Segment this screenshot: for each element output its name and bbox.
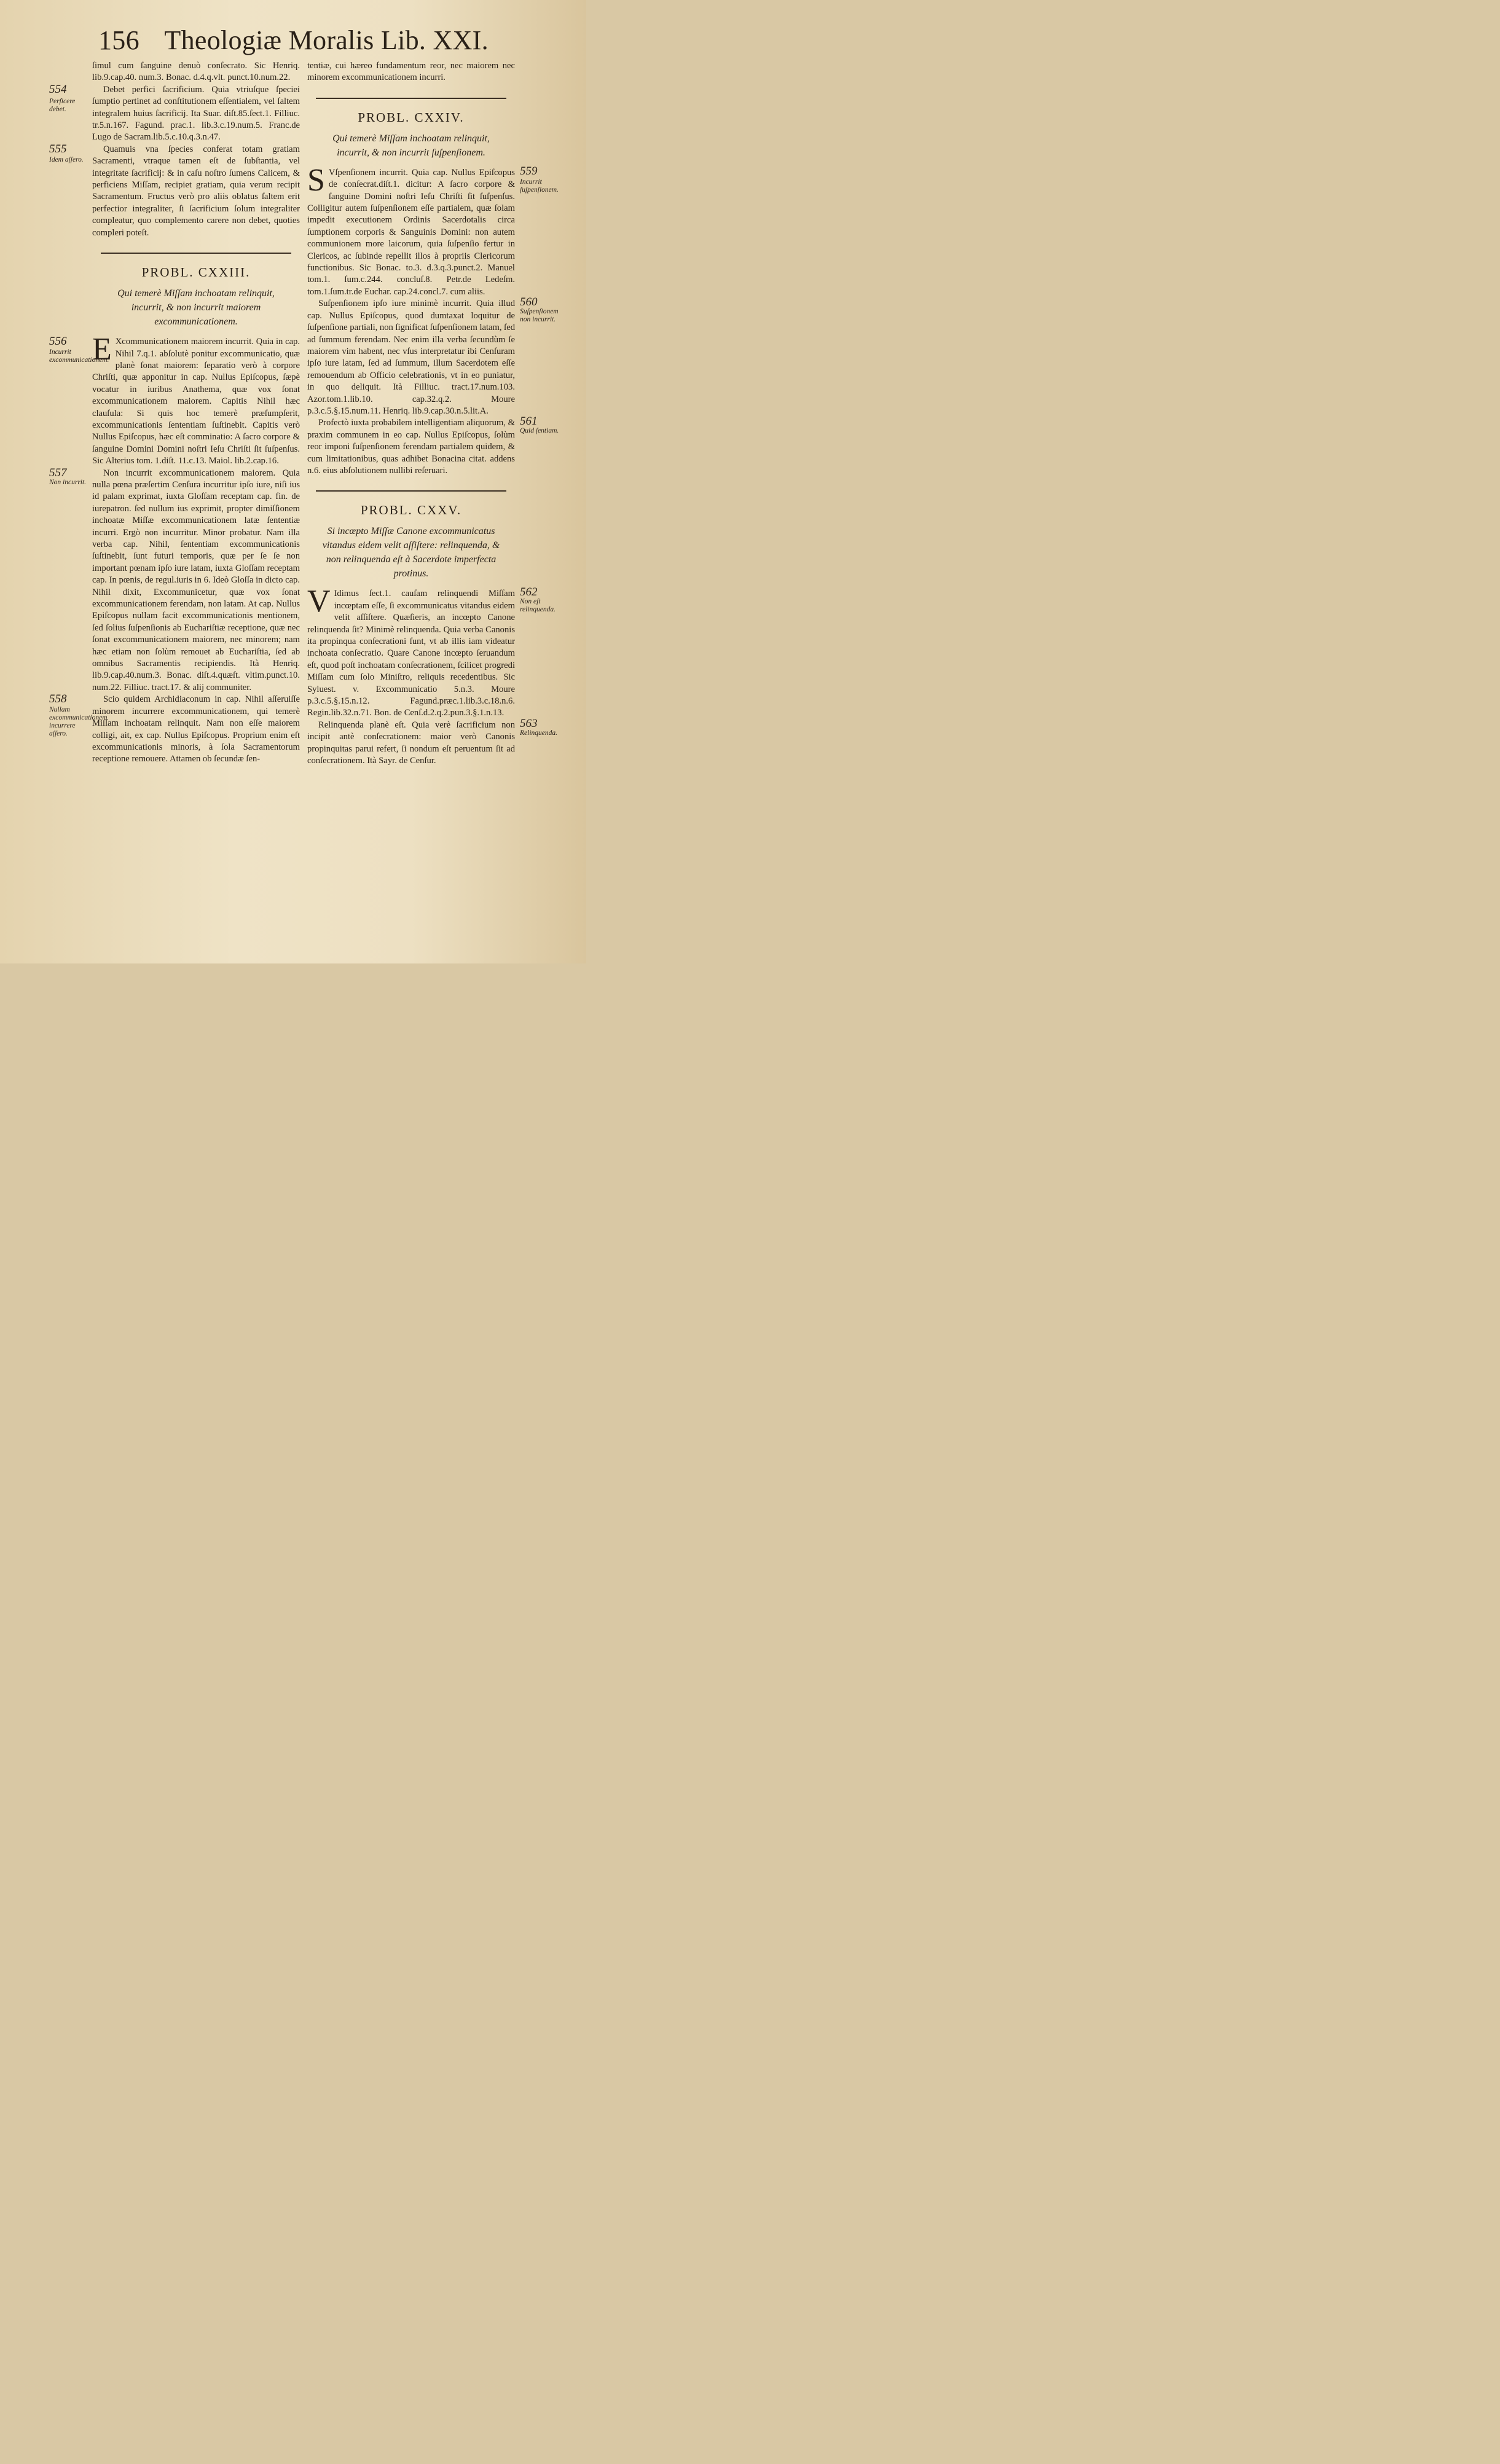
paragraph-text: tentiæ, cui hæreo fundamentum reor, nec maiorem nec minorem excommunicationem incurri. [307, 61, 515, 83]
left-column [49, 60, 300, 766]
paragraph-563 [307, 716, 557, 767]
problem-heading: PROBL. CXXIV. [358, 109, 465, 125]
drop-cap: V [307, 584, 331, 619]
paragraph-body: Vſpenſionem incurrit. Quia cap. Nullus Epiſcopus de conſecrat.diſt.1. dicitur: A ſacro corpore & ſanguine Domini noſtri Ieſu Chriſti ſit ſuſpenſus. Colligitur autem ſuſpenſionem eſſe partialem, quæ ſolam impedit executionem Ordinis Sacerdotalis circa ſumptionem corporis & Sanguinis Domini: non autem communionem more laicorum, quia ſuſpenſio fertur in Clericos, ac ſubinde repellit illos à propriis Clericorum functionibus. Sic Bonac. to.3. d.3.q.3.punct.2. Manuel tom.1. ſum.c.244. concluſ.8. Petr.de Ledeſm. tom.1.ſum.tr.de Euchar. cap.24.concl.7. cum aliis. [307, 167, 515, 297]
marginal-number: 561 [520, 415, 538, 428]
paragraph-560 [307, 296, 559, 417]
paragraph-text: Suſpenſionem ipſo iure minimè incurrit. Quia illud cap. Nullus Epiſcopus, quod dumtaxat loquitur de ſuſpenſione partiali, non ſignificat ſuſpenſionem latam, ſed ad ſummum ferendam. Nec enim illa verba ſecundùm ſe maiorem vim habent, nec vſus interpretatur ibi Cenſuram ipſo iure latam, ſed ad ſummum, illum Sacerdotem eſſe remouendum ab Officio celebrationis, vt in eo puniatur, in quo deliquit. Ità Filliuc. tract.17.num.103. Azor.tom.1.lib.10. cap.32.q.2. Moure p.3.c.5.§.15.num.11. Henriq. lib.9.cap.30.n.5.lit.A. [307, 299, 516, 416]
paragraph-554 [49, 82, 300, 144]
paragraph-text: Scio quidem Archidiaconum in cap. Nihil aſſeruiſſe minorem incurrere excommunicationem, qui temerè Miſſam inchoatam relinquit. Nam non eſſe maiorem colligi, ait, ex cap. Nullus Epiſcopus. Proprium enim eſt excommunicationis minoris, à ſola Sacramentorum receptione remouere. Attamen ob ſecundæ ſen- [92, 694, 300, 764]
marginal-number: 560 [520, 296, 538, 309]
page-number: 156 [98, 25, 139, 55]
paragraph-body: Xcommunicationem maiorem incurrit. Quia in cap. Nihil 7.q.1. abſolutè ponitur excommunicatio, quæ planè ſonat maiorem: ſeparatio verò à corpore Chriſti, quæ apponitur in cap. Nullus Epiſcopus, ſæpè vocatur in iuribus Anathema, quæ vox ſonat excommunicationem maiorem. Capitis Nihil hæc clauſula: Si quis hoc temerè præſumpſerit, excommunicationis ſententiam ſuſtinebit. Capitis verò Nullus Epiſcopus, hæc eſt comminatio: A ſacro corpore & ſanguine Domini Domini noſtri Ieſu Chriſti ſit ſuſpenſus. Sic Alterius tom. 1.diſt. 11.c.13. Maiol. lib.2.cap.16. [92, 337, 300, 466]
paragraph-text: Debet perfici ſacrificium. Quia vtriuſque ſpeciei ſumptio pertinet ad conſtitutionem eſſentialem, vel ſaltem integralem huius ſacrificij. Ita Suar. diſt.85.ſect.1. Filliuc. tr.5.n.167. Fagund. prac.1. lib.3.c.19.num.5. Franc.de Lugo de Sacram.lib.5.c.10.q.3.n.47. [92, 84, 300, 143]
marginal-number: 559 [520, 164, 538, 178]
section-rule [316, 98, 506, 99]
marginal-note: Relinquenda. [520, 729, 557, 737]
paragraph-text: Quamuis vna ſpecies conferat totam gratiam Sacramenti, vtraque tamen eſt de ſubſtantia, vel integritate ſacrificij: & in caſu noſtro ſumens Calicem, & perficiens Miſſam, recipiet gratiam, quia verum recipit Sacramentum. Fructus verò pro aliis oblatus ſaltem erit perfectior integraliter, ſi ſacrificium ſolum integraliter compleatur, quo complemento carere non debet, quoties compleri poteſt. [92, 144, 300, 238]
paragraph-continuation-right [307, 60, 515, 84]
problem-question: Si incœpto Miſſæ Canone excommunicatus vitandus eidem velit aſſiſtere: relinquenda, & non relinquenda eſt à Sacerdote imperfecta protinus. [322, 526, 500, 579]
paragraph-text [307, 162, 515, 298]
section-rule [316, 490, 506, 492]
problem-heading: PROBL. CXXIII. [141, 265, 251, 280]
paragraph-text [92, 332, 300, 467]
marginal-note: Non incurrit. [49, 478, 87, 486]
marginal-note: Quid ſentiam. [520, 427, 559, 435]
marginal-note: Nullam excommunicationem incurrere aſſero. [49, 706, 108, 738]
paragraph-558 [49, 693, 300, 765]
marginal-number: 558 [49, 693, 67, 706]
paragraph-559 [307, 162, 559, 298]
marginal-number: 555 [49, 142, 67, 155]
marginal-number: 563 [520, 716, 538, 730]
paragraph-continuation-left [92, 60, 300, 84]
paragraph-text: Non incurrit excommunicationem maiorem. Quia nulla pœna præſertim Cenſura incurritur ipſo iure, niſi ius id palam exprimat, iuxta Gloſſam receptam cap. fin. de iurepatron. ſed nullum ius exprimit, propter dimiſſionem inchoatæ Miſſæ excommunicationem latæ ſententiæ incurri. Ergò non incurritur. Minor probatur. Nam illa verba cap. Nihil, ſententiam excommunicationis ſuſtinebit, ſunt futuri temporis, quæ per ſe ſe non important pœnam ipſo iure latam, iuxta Gloſſam receptam cap. In pœnis, de regul.iuris in 6. Ideò Gloſſa in dicto cap. Nihil dixit, Excommunicetur, quæ vox ſonat excommunicationem ferendam, non latam. At cap. Nullus Epiſcopus nullam facit excommunicationis mentionem, ſed ſolius ſuſpenſionis ab Euchariſtiæ receptione, quæ nec ſonat excommunicationem maiorem, nec minorem; nam hæc etiam non ſolùm remouet ab Euchariſtia, ſed ab omnibus Sacramentis recipiendis. Ità Henriq. lib.9.cap.40.num.3. Bonac. diſt.4.quæſt. vltim.punct.10. num.22. Filliuc. tract.17. & alij communiter. [92, 468, 300, 693]
marginal-number: 562 [520, 586, 538, 599]
paragraph-557 [49, 466, 300, 694]
paragraph-text [307, 584, 515, 719]
book-page [0, 0, 586, 963]
problem-heading: PROBL. CXXV. [360, 503, 462, 518]
paragraph-561 [307, 415, 559, 477]
section-rule [101, 253, 291, 254]
paragraph-556 [49, 332, 300, 467]
marginal-number: 557 [49, 466, 67, 479]
paragraph-text: Relinquenda planè eſt. Quia verè ſacrificium non incipit antè conſecrationem: maior verò Canonis propinquitas parui refert, ſi nondum eſt peruentum ſit ad conſecrationem. Ità Sayr. de Cenſur. [307, 720, 515, 766]
marginal-note: Suſpenſionem non incurrit. [520, 308, 559, 324]
paragraph-text: ſimul cum ſanguine denuò conſecrato. Sic Henriq. lib.9.cap.40. num.3. Bonac. d.4.q.vlt. punct.10.num.22. [92, 61, 300, 83]
marginal-number: 556 [49, 335, 67, 348]
problem-question: Qui temerè Miſſam inchoatam relinquit, incurrit, & non incurrit ſuſpenſionem. [332, 133, 490, 158]
marginal-number: 554 [49, 82, 67, 96]
drop-cap: E [92, 332, 112, 367]
right-column [307, 60, 559, 767]
running-header [98, 25, 492, 57]
drop-cap: S [307, 162, 325, 198]
paragraph-text: Profectò iuxta probabilem intelligentiam aliquorum, & praxim communem in eo cap. Nullus Epiſcopus, ſolùm reor imponi ſuſpenſionem ferendam partialem quidem, & cum limitationibus, quas adhibet Bonacina citat. addens n.6. eius abſolutionem nullibi reſeruari. [307, 418, 515, 476]
marginal-note: Incurrit ſuſpenſionem. [520, 178, 559, 194]
marginal-note: Idem aſſero. [49, 155, 84, 163]
paragraph-body: Idimus ſect.1. cauſam relinquendi Miſſam incœptam eſſe, ſi excommunicatus vitandus eidem velit aſſiſtere. Quæſieris, an incœpto Canone relinquenda ſit? Minimè relinquenda. Quia verba Canonis ita propinqua conſecrationi ſunt, vt ab illis iam videatur inchoata conſecratio. Quare Canone incœpto ſeruandum eſt, quod poſt inchoatam conſecrationem, ſcilicet progredi Miſſam cum ſolo Miniſtro, reliquis recedentibus. Sic Syluest. v. Excommunicatio 5.n.3. Moure p.3.c.5.§.15.n.12. Fagund.præc.1.lib.3.c.18.n.6. Regin.lib.32.n.71. Bon. de Cenſ.d.2.q.2.pun.3.§.1.n.13. [307, 589, 515, 718]
marginal-note: Non eſt relinquenda. [520, 598, 556, 614]
running-title: Theologiæ Moralis Lib. XXI. [164, 25, 489, 55]
marginal-note: Perficere debet. [49, 97, 76, 113]
problem-question: Qui temerè Miſſam inchoatam relinquit, incurrit, & non incurrit maiorem excommunicationem. [117, 288, 275, 328]
paragraph-555 [49, 142, 300, 239]
marginal-note: Incurrit excommunicationem. [49, 348, 109, 364]
paragraph-562 [307, 584, 556, 719]
